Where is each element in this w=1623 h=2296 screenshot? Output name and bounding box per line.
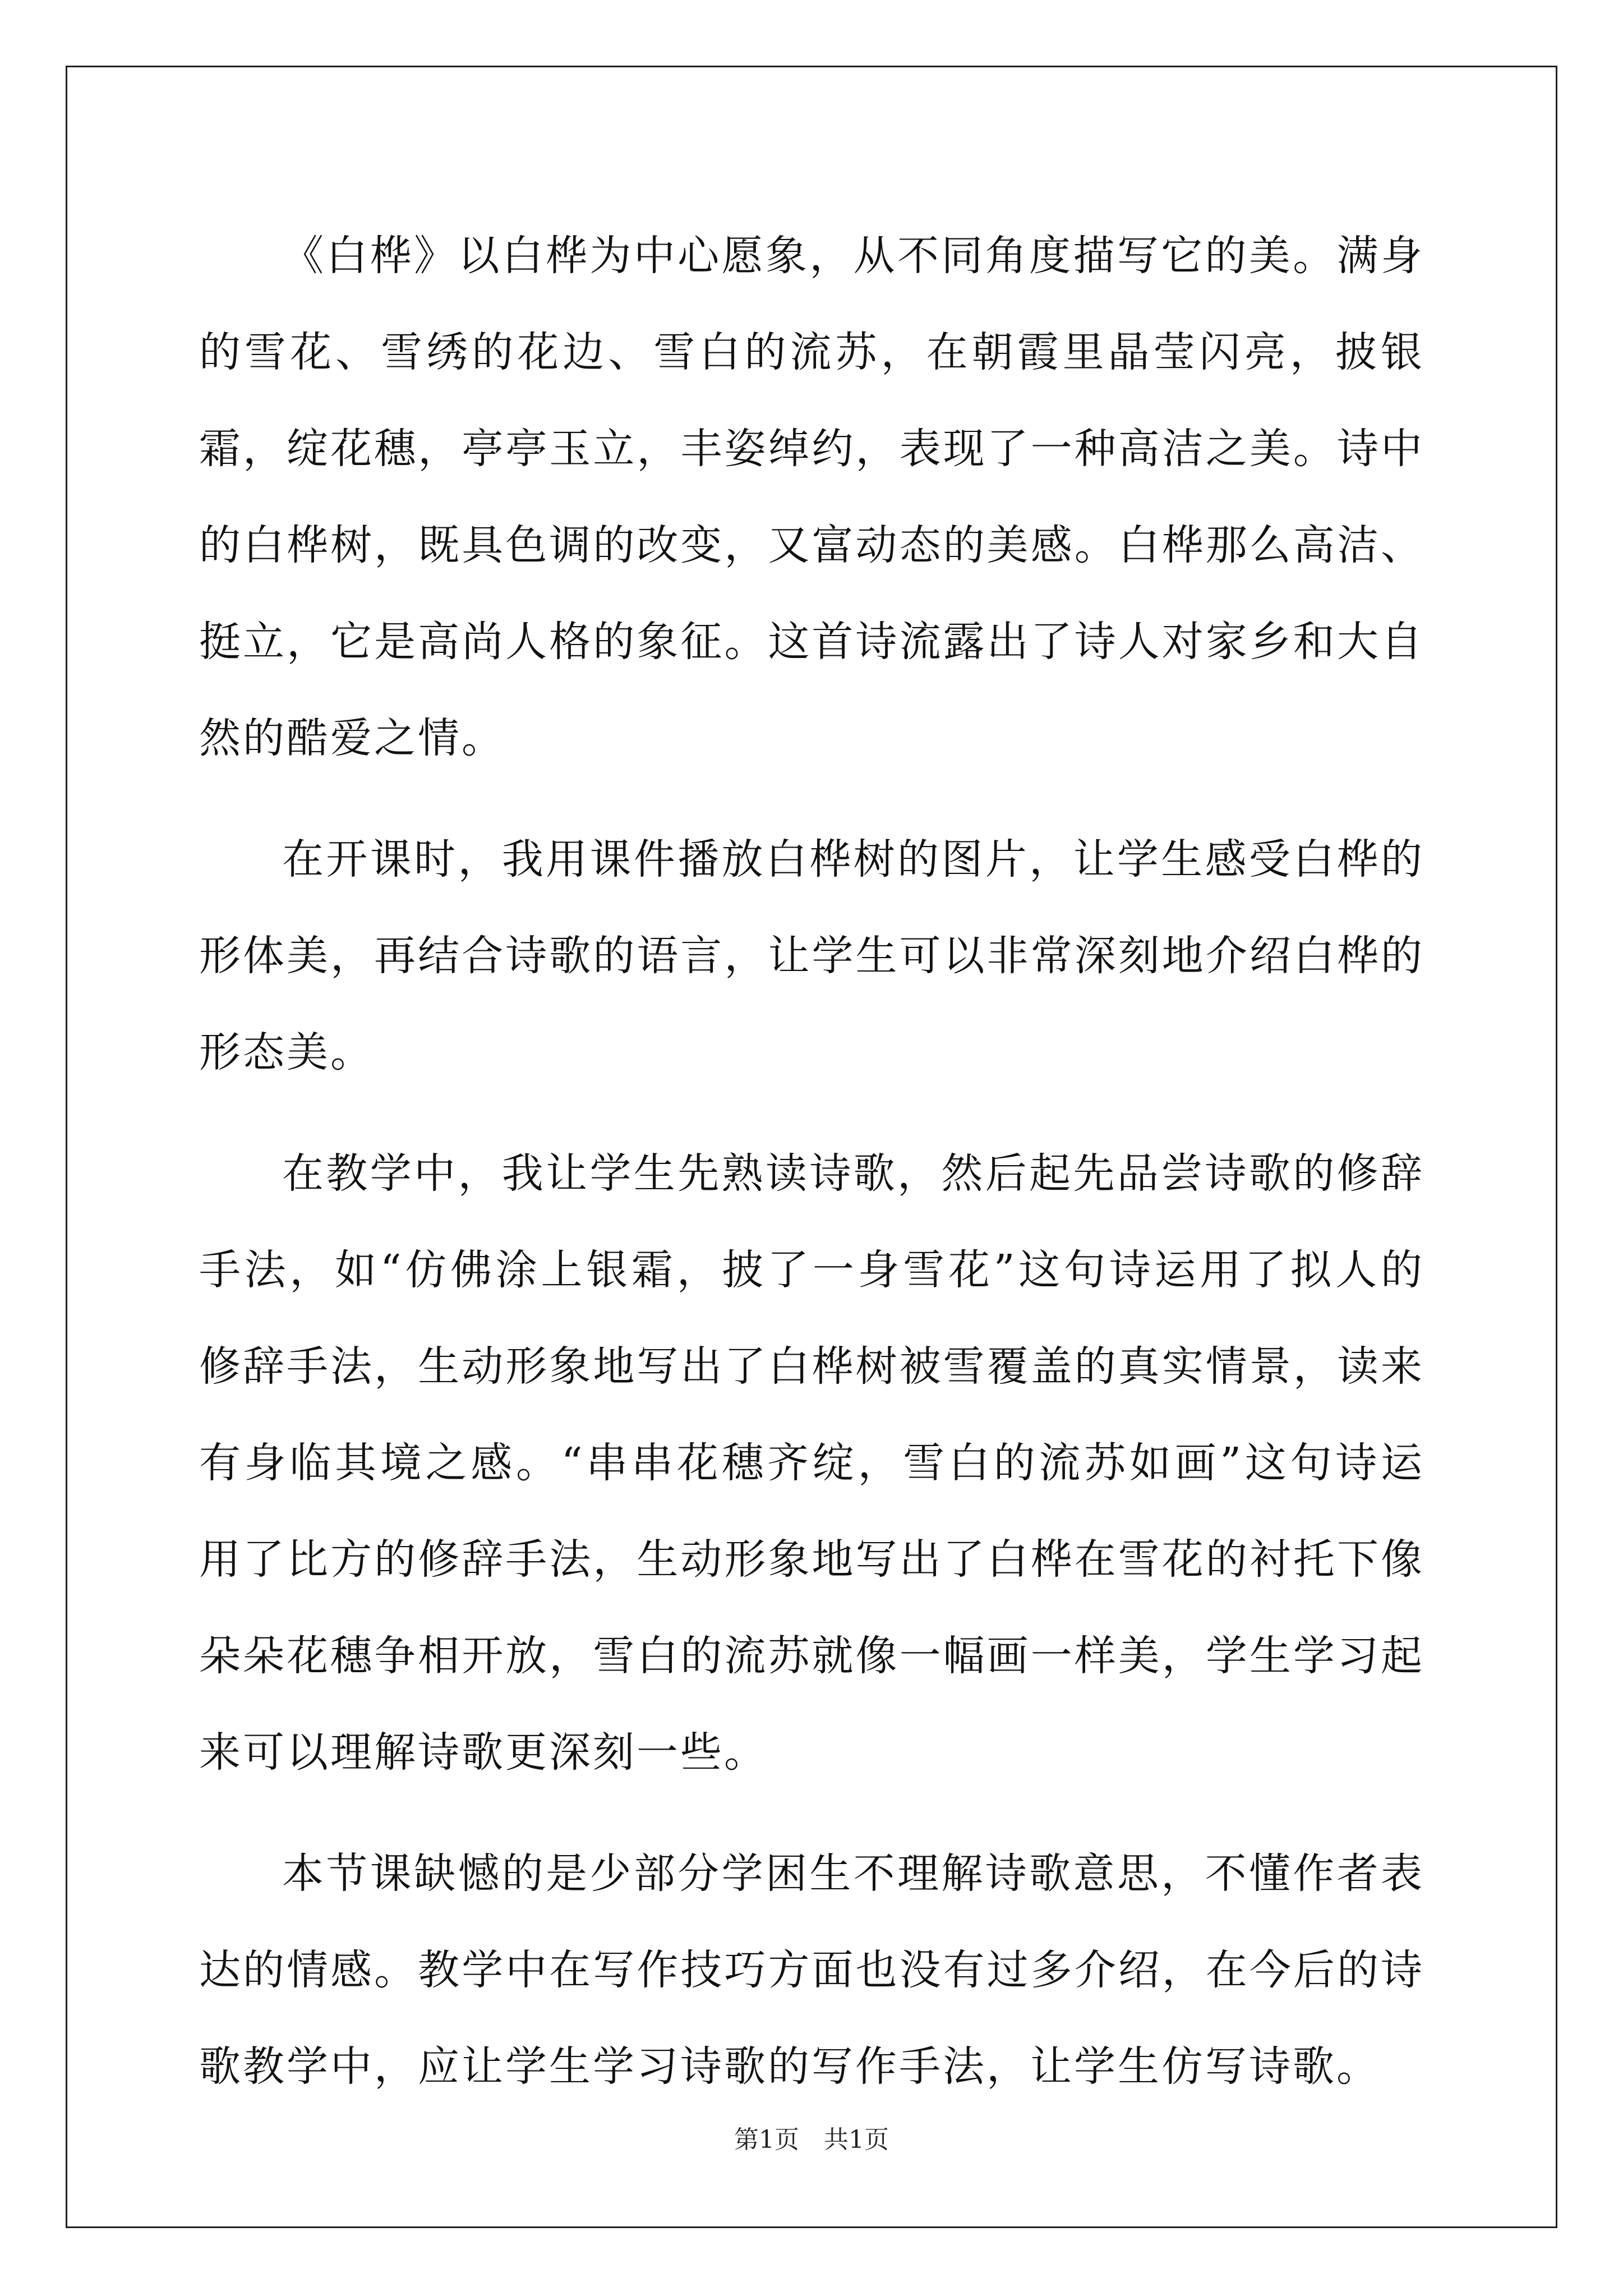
document-body — [199, 208, 1424, 2139]
paragraph-2: 在开课时，我用课件播放白桦树的图片，让学生感受白桦的形体美，再结合诗歌的语言，让学生可以非常深刻地介绍白桦的形态美。 — [199, 835, 1424, 1076]
paragraph-4: 本节课缺憾的是少部分学困生不理解诗歌意思，不懂作者表达的情感。教学中在写作技巧方面也没有过多介绍，在今后的诗歌教学中，应让学生学习诗歌的写作手法，让学生仿写诗歌。 — [199, 1849, 1424, 2091]
paragraph-3: 在教学中，我让学生先熟读诗歌，然后起先品尝诗歌的修辞手法，如“仿佛涂上银霜，披了一身雪花”这句诗运用了拟人的修辞手法，生动形象地写出了白桦树被雪覆盖的真实情景，读来有身临其境之感。“串串花穗齐绽，雪白的流苏如画”这句诗运用了比方的修辞手法，生动形象地写出了白桦在雪花的衬托下像朵朵花穗争相开放，雪白的流苏就像一幅画一样美，学生学习起来可以理解诗歌更深刻一些。 — [199, 1149, 1424, 1777]
page-number-footer: 第1页 共1页 — [734, 2125, 889, 2154]
paragraph-1: 《白桦》以白桦为中心愿象，从不同角度描写它的美。满身的雪花、雪绣的花边、雪白的流苏，在朝霞里晶莹闪亮，披银霜，绽花穗，亭亭玉立，丰姿绰约，表现了一种高洁之美。诗中的白桦树，既具色调的改变，又富动态的美感。白桦那么高洁、挺立，它是高尚人格的象征。这首诗流露出了诗人对家乡和大自然的酷爱之情。 — [199, 232, 1424, 762]
